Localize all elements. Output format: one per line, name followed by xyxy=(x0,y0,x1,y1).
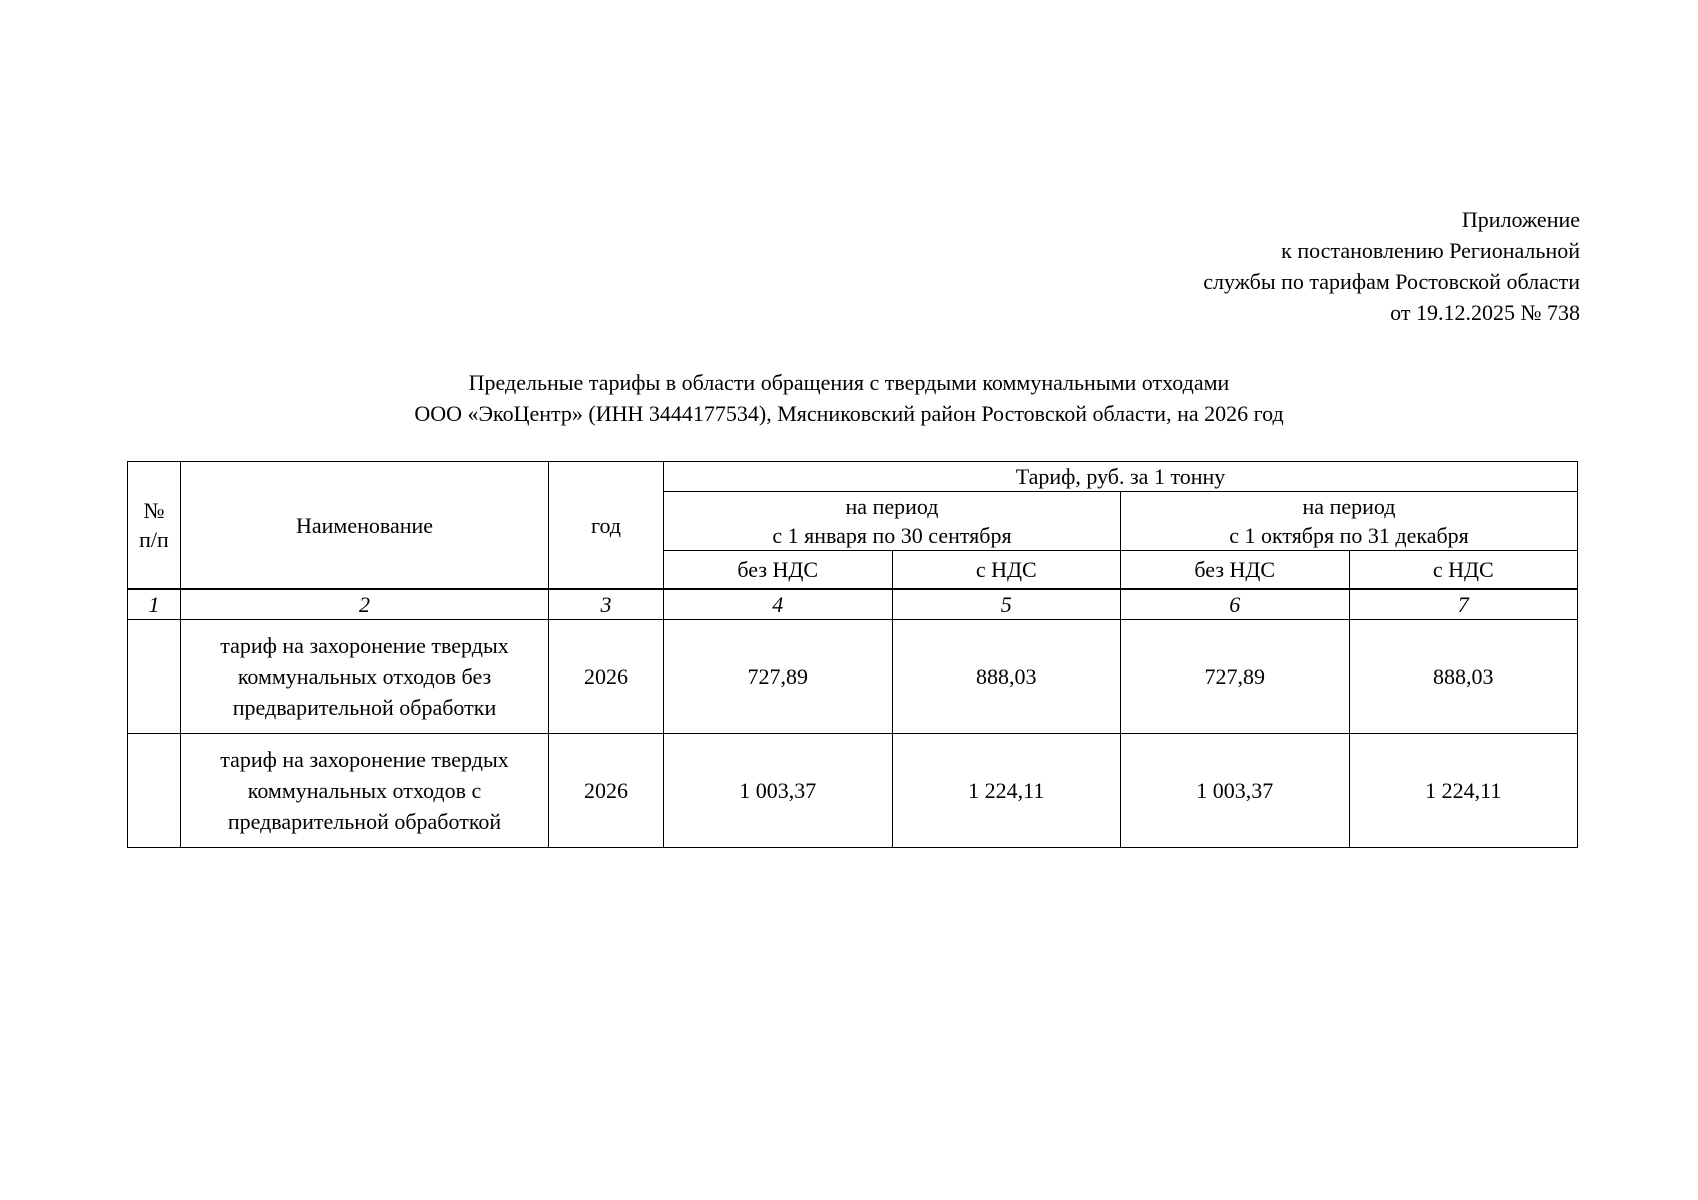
header-num-line: № xyxy=(143,498,165,523)
p2-without-vat-value: 1 003,37 xyxy=(1121,734,1350,848)
row-name xyxy=(181,734,549,848)
tariff-table xyxy=(127,461,1578,848)
header-period-line: на период xyxy=(1302,494,1396,519)
column-number: 2 xyxy=(181,589,549,620)
header-num xyxy=(128,462,181,590)
header-period-line: с 1 октября по 31 декабря xyxy=(1229,523,1469,548)
header-year: год xyxy=(549,462,664,590)
p1-with-vat-value: 888,03 xyxy=(892,620,1121,734)
column-number: 3 xyxy=(549,589,664,620)
appendix-line: службы по тарифам Ростовской области xyxy=(1203,269,1580,294)
column-number: 6 xyxy=(1121,589,1350,620)
row-year: 2026 xyxy=(549,734,664,848)
header-row xyxy=(128,462,1578,492)
header-period-line: с 1 января по 30 сентября xyxy=(772,523,1012,548)
title-line-2: ООО «ЭкоЦентр» (ИНН 3444177534), Мясниковский район Ростовской области, на 2026 год xyxy=(414,401,1284,426)
row-name-line: коммунальных отходов без xyxy=(237,664,492,689)
column-number: 7 xyxy=(1349,589,1578,620)
row-num xyxy=(128,620,181,734)
table-row xyxy=(128,734,1578,848)
column-number: 5 xyxy=(892,589,1121,620)
row-name-line: предварительной обработкой xyxy=(227,809,502,834)
p2-with-vat-value: 888,03 xyxy=(1349,620,1578,734)
row-year: 2026 xyxy=(549,620,664,734)
header-without-vat: без НДС xyxy=(1121,551,1350,590)
header-tariff: Тариф, руб. за 1 тонну xyxy=(664,462,1578,492)
column-number: 1 xyxy=(128,589,181,620)
header-period-2 xyxy=(1121,492,1578,551)
row-name-line: коммунальных отходов с xyxy=(247,778,482,803)
p2-with-vat-value: 1 224,11 xyxy=(1349,734,1578,848)
header-period-line: на период xyxy=(845,494,939,519)
header-name: Наименование xyxy=(181,462,549,590)
header-with-vat: с НДС xyxy=(892,551,1121,590)
appendix-line: от 19.12.2025 № 738 xyxy=(1390,300,1580,325)
appendix-line: Приложение xyxy=(1461,207,1580,232)
p2-without-vat-value: 727,89 xyxy=(1121,620,1350,734)
document-title xyxy=(0,367,1698,429)
header-num-line: п/п xyxy=(139,527,169,552)
header-period-1 xyxy=(664,492,1121,551)
p1-without-vat-value: 727,89 xyxy=(664,620,893,734)
p1-without-vat-value: 1 003,37 xyxy=(664,734,893,848)
header-without-vat: без НДС xyxy=(664,551,893,590)
row-num xyxy=(128,734,181,848)
column-number-row xyxy=(128,589,1578,620)
row-name-line: предварительной обработки xyxy=(232,695,497,720)
p1-with-vat-value: 1 224,11 xyxy=(892,734,1121,848)
appendix-line: к постановлению Региональной xyxy=(1281,238,1580,263)
row-name-line: тариф на захоронение твердых xyxy=(220,633,509,658)
row-name-line: тариф на захоронение твердых xyxy=(220,747,509,772)
header-with-vat: с НДС xyxy=(1349,551,1578,590)
title-line-1: Предельные тарифы в области обращения с твердыми коммунальными отходами xyxy=(468,370,1230,395)
appendix-block xyxy=(1203,204,1580,328)
column-number: 4 xyxy=(664,589,893,620)
table-row xyxy=(128,620,1578,734)
row-name xyxy=(181,620,549,734)
